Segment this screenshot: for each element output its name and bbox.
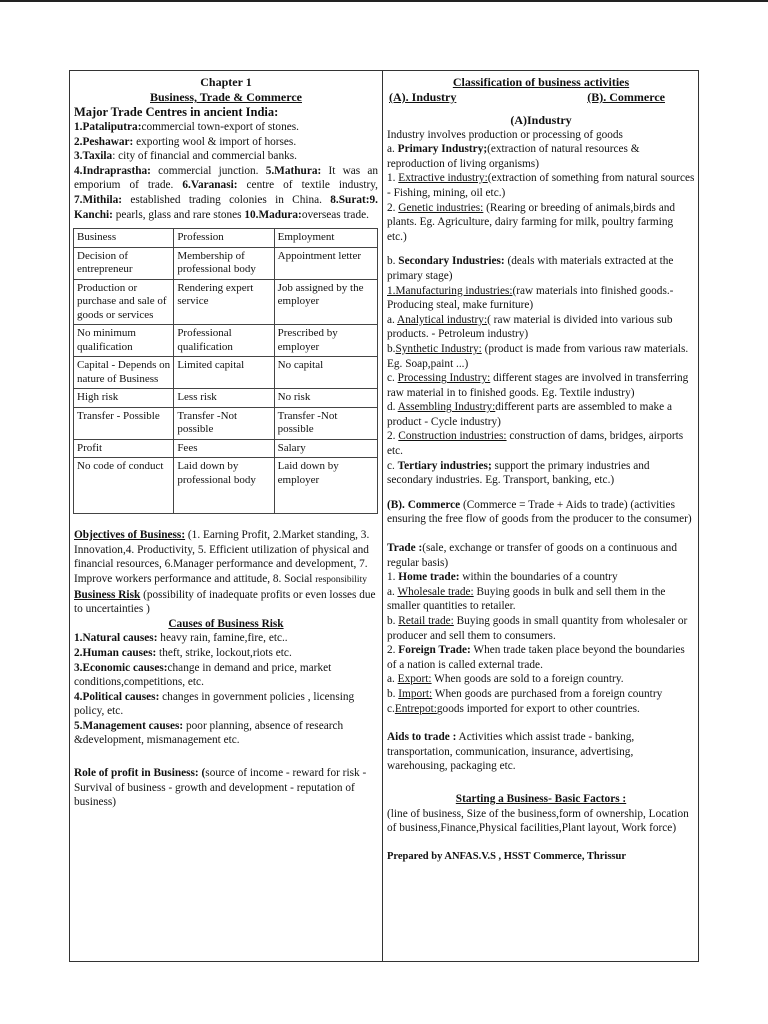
export-trade: a. Export: When goods are sold to a foreign country. bbox=[387, 673, 624, 686]
table-row: High risk Less risk No risk bbox=[74, 389, 378, 408]
chapter-title: Business, Trade & Commerce bbox=[150, 90, 302, 104]
wholesale-trade: a. Wholesale trade: Buying goods in bulk and sell them in the smaller quantities to retailer. bbox=[387, 585, 666, 613]
foreign-trade: 2. Foreign Trade: When trade taken place beyond the boundaries of a nation is called external trade. bbox=[387, 644, 685, 671]
table-row: No code of conduct Laid down by professional body Laid down by employer bbox=[74, 458, 378, 514]
analytical-industry: a. Analytical industry:( raw material is divided into various sub products. - Petroleum industry) bbox=[387, 313, 673, 341]
starting-business-factors: (line of business, Size of the business,form of ownership, Location of business,Finance,Physical facilities,Plant layout, Work force) bbox=[387, 807, 689, 835]
tertiary-industry: c. Tertiary industries; support the primary industries and secondary industries. Eg. Transport, banking, etc.) bbox=[387, 459, 650, 487]
secondary-industry: b. Secondary Industries: (deals with materials extracted at the primary stage) bbox=[387, 255, 674, 282]
left-column bbox=[74, 75, 378, 810]
entrepot-trade: c.Entrepot:goods imported for export to other countries. bbox=[387, 702, 640, 715]
primary-industry: a. Primary Industry;(extraction of natural resources & reproduction of living organisms) bbox=[387, 143, 640, 170]
business-risk: Business Risk (possibility of inadequate profits or even losses due to uncertainties ) bbox=[74, 588, 376, 616]
table-row: Business Profession Employment bbox=[74, 229, 378, 248]
column-divider bbox=[382, 71, 383, 961]
table-row: No minimum qualification Professional qualification Prescribed by employer bbox=[74, 325, 378, 357]
objectives-of-business: Objectives of Business: (1. Earning Profit, 2.Market standing, 3. Innovation,4. Productivity, 5. Efficient utilization of physical and financial resources, 6.Manager performance and development, 7. Improve workers performance and attitude, 8. Social responsibility bbox=[74, 529, 370, 585]
causes-list: 1.Natural causes: heavy rain, famine,fire, etc.. 2.Human causes: theft, strike, lockout,riots etc. 3.Economic causes:change in demand and price, market conditions,competitions, etc. 4.Political causes: changes in government policies , licensing policy, etc. 5.Management causes: poor planning, absence of research &development, mismanagement etc. bbox=[74, 632, 355, 747]
right-column bbox=[387, 75, 695, 864]
commerce-definition: (B). Commerce (Commerce = Trade + Aids to trade) (activities ensuring the free flow of goods from the producer to the consumer) bbox=[387, 498, 692, 526]
assembling-industry: d. Assembling Industry:different parts are assembled to make a product - Cycle industry) bbox=[387, 401, 672, 428]
table-row: Transfer - Possible Transfer -Not possible Transfer -Not possible bbox=[74, 407, 378, 439]
chapter-number: Chapter 1 bbox=[200, 75, 252, 89]
prepared-by: Prepared by ANFAS.V.S , HSST Commerce, Thrissur bbox=[387, 850, 626, 862]
top-border-line bbox=[0, 0, 768, 2]
table-row: Production or purchase and sale of goods or services Rendering expert service Job assigned by the employer bbox=[74, 279, 378, 325]
processing-industry: c. Processing Industry: different stages are involved in transferring raw material in to finished goods. Eg. Textile industry) bbox=[387, 372, 689, 399]
role-of-profit: Role of profit in Business: (source of income - reward for risk -Survival of business - growth and development - reputation of business) bbox=[74, 767, 367, 809]
manufacturing-industry: 1.Manufacturing industries:(raw materials into finished goods.-Producing steal, make furniture) bbox=[387, 284, 674, 312]
import-trade: b. Import: When goods are purchased from a foreign country bbox=[387, 687, 663, 700]
industry-heading: (A)Industry bbox=[510, 112, 572, 127]
extractive-industry: 1. Extractive industry:(extraction of something from natural sources - Fishing, mining, oil etc.) bbox=[387, 172, 695, 199]
genetic-industry: 2. Genetic industries: (Rearing or breeding of animals,birds and plants. Eg. Agriculture, dairy farming for milk, poultry farming etc.) bbox=[387, 201, 676, 243]
starting-business-heading: Starting a Business- Basic Factors : bbox=[455, 792, 627, 805]
notes-sheet bbox=[69, 70, 699, 962]
aids-to-trade: Aids to trade : Activities which assist trade - banking, transportation, communication, insurance, advertising, warehousing, packaging etc. bbox=[387, 731, 635, 773]
table-row: Decision of entrepreneur Membership of professional body Appointment letter bbox=[74, 247, 378, 279]
construction-industry: 2. Construction industries: construction of dams, bridges, airports etc. bbox=[387, 430, 684, 458]
causes-heading: Causes of Business Risk bbox=[168, 617, 284, 630]
business-profession-employment-table bbox=[73, 228, 378, 514]
trade-definition: Trade :(sale, exchange or transfer of goods on a continuous and regular basis) bbox=[387, 542, 677, 569]
trade-centres-heading: Major Trade Centres in ancient India: bbox=[74, 105, 279, 119]
table-row: Capital - Depends on nature of Business Limited capital No capital bbox=[74, 357, 378, 389]
classification-subheads: (A). Industry (B). Commerce bbox=[389, 90, 665, 104]
retail-trade: b. Retail trade: Buying goods in small quantity from wholesaler or producer and sell them to consumers. bbox=[387, 615, 688, 642]
table-row: Profit Fees Salary bbox=[74, 439, 378, 458]
home-trade: 1. Home trade: within the boundaries of a country bbox=[387, 571, 618, 584]
synthetic-industry: b.Synthetic Industry: (product is made from various raw materials. Eg. Soap,paint ...) bbox=[387, 342, 689, 370]
trade-centres-list: 1.Pataliputra:commercial town-export of stones. 2.Peshawar: exporting wool & import of horses. 3.Taxila: city of financial and commercial banks. 4.Indraprastha: commercial junction. 5.Mathura: It was an emporium of trade. 6.Varanasi: centre of textile industry, 7.Mithila: established trading colonies in China. 8.Surat:9. Kanchi: pearls, glass and rare stones 10.Madura:overseas trade. bbox=[74, 121, 379, 221]
classification-heading: Classification of business activities bbox=[452, 75, 630, 89]
industry-definition: Industry involves production or processing of goods bbox=[387, 128, 623, 141]
